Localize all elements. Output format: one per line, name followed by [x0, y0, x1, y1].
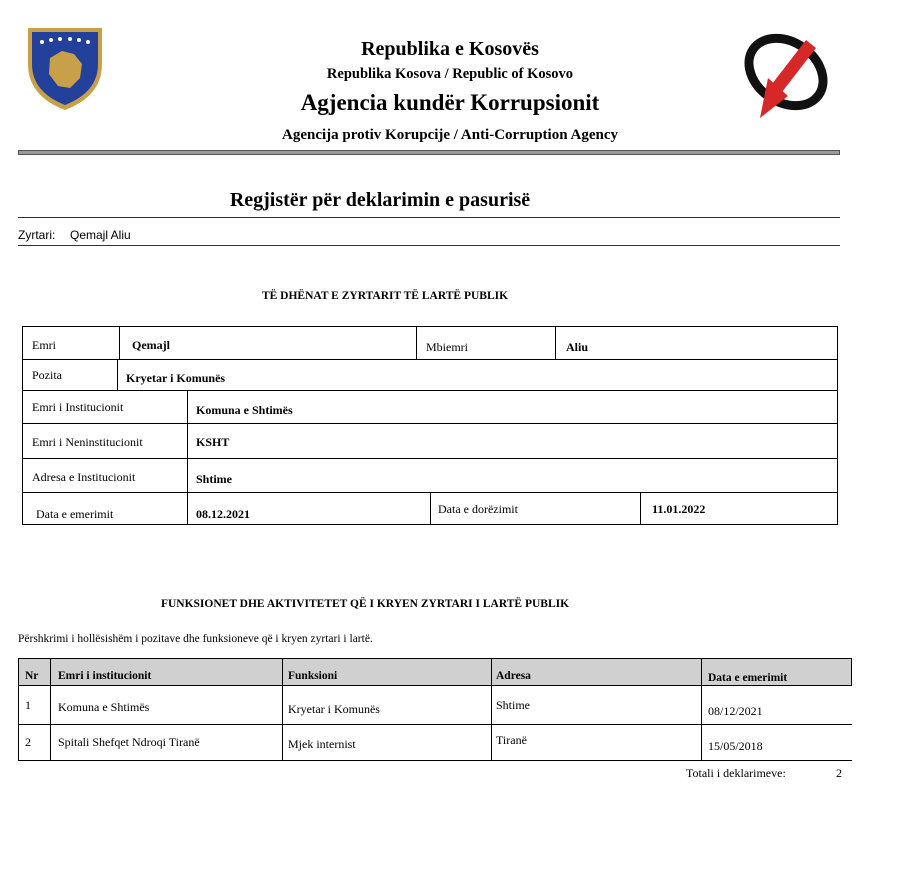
appointment-date-label: Data e emerimit [36, 507, 114, 521]
last-name-label: Mbiemri [426, 340, 468, 354]
submission-date-label: Data e dorëzimit [438, 502, 518, 516]
anti-corruption-logo-icon [738, 26, 834, 126]
institution-label: Emri i Institucionit [32, 400, 124, 414]
column-header-function: Funksioni [288, 670, 338, 682]
official-label: Zyrtari: [18, 228, 56, 242]
last-name-value-cell [555, 326, 838, 360]
header-agency-translations: Agencija protiv Korupcije / Anti-Corruption Agency [282, 127, 618, 143]
header-country-translations: Republika Kosova / Republic of Kosovo [326, 66, 574, 82]
row-address: Shtime [496, 698, 531, 712]
position-value: Kryetar i Komunës [126, 371, 226, 385]
institution-value: Komuna e Shtimës [196, 403, 293, 417]
position-value-cell [117, 359, 838, 391]
sub-institution-label: Emri i Neninstitucionit [32, 435, 143, 449]
sub-institution-value-cell [187, 423, 838, 459]
total-declarations-label: Totali i deklarimeve: [686, 766, 786, 780]
row-nr: 2 [25, 735, 31, 749]
row-institution: Spitali Shefqet Ndroqi Tiranë [58, 735, 200, 749]
institution-address-label: Adresa e Institucionit [32, 470, 136, 484]
sub-institution-value: KSHT [196, 435, 230, 449]
row-function: Mjek internist [288, 737, 356, 751]
column-header-appointment-date: Data e emerimit [708, 672, 788, 684]
functions-table [18, 658, 852, 761]
document-title: Regjistër për deklarimin e pasurisë [229, 189, 531, 211]
header-divider [18, 150, 840, 155]
row-institution: Komuna e Shtimës [58, 700, 150, 714]
row-appointment-date: 15/05/2018 [708, 739, 763, 753]
official-name: Qemajl Aliu [70, 228, 131, 242]
header-agency: Agjencia kundër Korrupsionit [300, 90, 600, 115]
submission-date-value: 11.01.2022 [652, 502, 706, 516]
row-nr: 1 [25, 698, 31, 712]
last-name-value: Aliu [566, 340, 589, 354]
institution-address-value-cell [187, 458, 838, 493]
row-divider [18, 724, 852, 725]
column-header-address: Adresa [496, 670, 531, 682]
official-divider [18, 245, 840, 246]
functions-section-title: FUNKSIONET DHE AKTIVITETET QË I KRYEN ZYRTARI I LARTË PUBLIK [160, 598, 570, 610]
total-declarations-value: 2 [836, 766, 842, 780]
institution-address-value: Shtime [196, 472, 232, 486]
column-header-nr: Nr [25, 670, 39, 682]
official-data-section-title: TË DHËNAT E ZYRTARIT TË LARTË PUBLIK [261, 290, 509, 302]
first-name-label: Emri [32, 338, 56, 352]
column-header-institution: Emri i institucionit [58, 670, 152, 682]
row-address: Tiranë [496, 733, 527, 747]
position-label: Pozita [32, 368, 62, 382]
kosovo-emblem-icon [22, 24, 108, 114]
appointment-date-value: 08.12.2021 [196, 507, 250, 521]
title-divider [18, 217, 840, 218]
row-appointment-date: 08/12/2021 [708, 704, 763, 718]
first-name-value: Qemajl [132, 338, 170, 352]
functions-description: Përshkrimi i hollësishëm i pozitave dhe funksioneve që i kryen zyrtari i lartë. [18, 633, 373, 645]
row-function: Kryetar i Komunës [288, 702, 380, 716]
header-country: Republika e Kosovës [361, 38, 539, 60]
